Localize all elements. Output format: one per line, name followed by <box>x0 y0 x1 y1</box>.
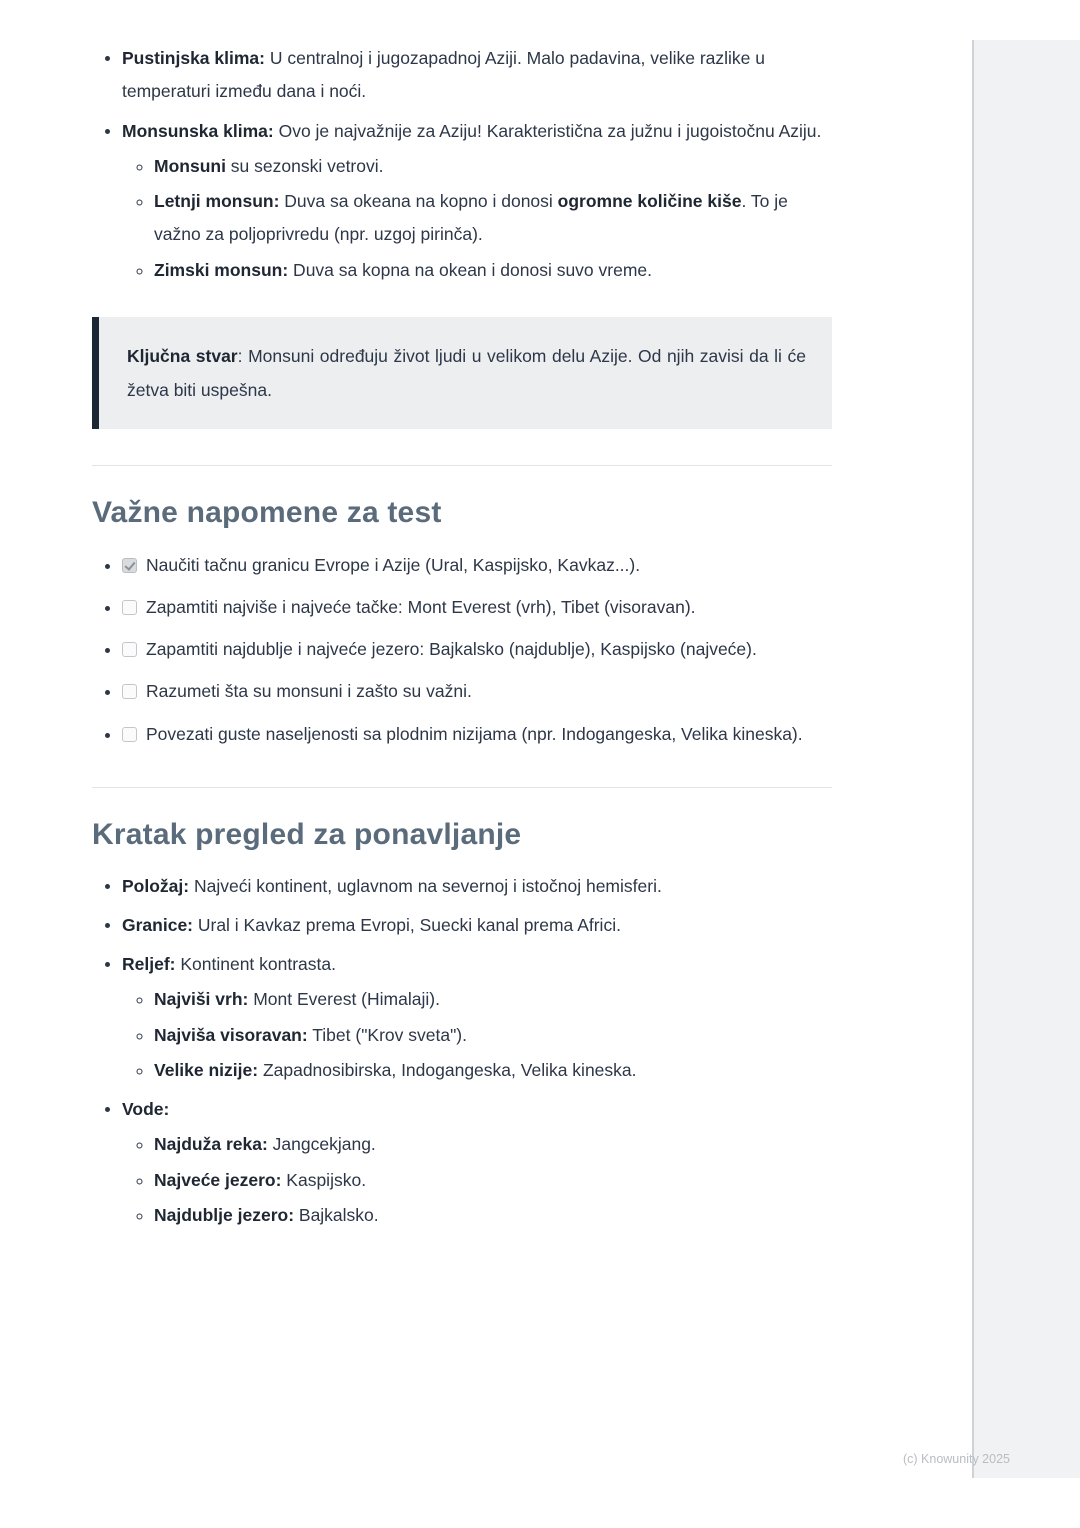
list-item <box>154 1128 832 1161</box>
key-takeaway-callout <box>92 317 832 429</box>
term-text: Ovo je najvažnije za Aziju! Karakteristična za južnu i jugoistočnu Aziju. <box>273 120 822 141</box>
list-item <box>154 1019 832 1052</box>
review-list <box>92 870 832 1233</box>
relief-sublist <box>122 983 832 1087</box>
checkbox-icon[interactable] <box>122 600 137 615</box>
section-divider <box>92 465 832 466</box>
climate-list <box>92 42 832 287</box>
list-item <box>122 1093 832 1232</box>
list-item <box>122 548 832 582</box>
term-label: Najduža reka: <box>154 1134 268 1155</box>
term-text: Duva sa kopna na okean i donosi suvo vreme. <box>288 259 653 280</box>
list-item <box>154 1054 832 1087</box>
copyright-footer: (c) Knowunity 2025 <box>902 1452 1010 1466</box>
list-item <box>122 674 832 708</box>
checklist-text: Zapamtiti najdublje i najveće jezero: Bajkalsko (najdublje), Kaspijsko (najveće). <box>146 639 757 660</box>
monsoon-sublist <box>122 150 832 287</box>
term-text: Jangcekjang. <box>267 1134 376 1155</box>
checklist-text: Razumeti šta su monsuni i zašto su važni. <box>146 681 472 702</box>
waters-sublist <box>122 1128 832 1232</box>
term-label: Najviši vrh: <box>154 989 249 1010</box>
term-label: Pustinjska klima: <box>122 48 265 68</box>
term-label: Zimski monsun: <box>154 259 289 280</box>
checkbox-icon[interactable] <box>122 642 137 657</box>
list-item <box>154 983 832 1016</box>
checklist-text: Povezati guste naseljenosti sa plodnim nizijama (npr. Indogangeska, Velika kineska). <box>146 723 803 744</box>
term-text: Kontinent kontrasta. <box>175 954 337 975</box>
term-text: Zapadnosibirska, Indogangeska, Velika kineska. <box>258 1059 637 1080</box>
emphasis-text: ogromne količine kiše <box>557 191 742 211</box>
term-label: Monsunska klima: <box>122 120 274 141</box>
term-text: Duva sa okeana na kopno i donosi <box>279 191 558 211</box>
list-item <box>154 254 832 287</box>
list-item <box>122 42 832 109</box>
callout-term: Ključna stvar <box>127 345 238 366</box>
list-item <box>154 1164 832 1197</box>
term-text: Tibet ("Krov sveta"). <box>307 1024 467 1045</box>
list-item <box>122 870 832 903</box>
list-item <box>154 150 832 183</box>
term-text: su sezonski vetrovi. <box>225 155 384 176</box>
list-item <box>122 632 832 666</box>
checkbox-checked-icon[interactable] <box>122 558 137 573</box>
term-label: Velike nizije: <box>154 1059 259 1080</box>
term-text: Mont Everest (Himalaji). <box>248 989 440 1010</box>
term-label: Najdublje jezero: <box>154 1204 295 1225</box>
list-item <box>122 115 832 287</box>
term-label: Vode: <box>122 1099 170 1120</box>
term-label: Letnji monsun: <box>154 191 280 211</box>
term-label: Monsuni <box>154 155 226 176</box>
exam-notes-title: Važne napomene za test <box>92 496 442 529</box>
list-item <box>154 1199 832 1232</box>
list-item <box>122 590 832 624</box>
term-text: Kaspijsko. <box>281 1169 367 1190</box>
list-item <box>122 909 832 942</box>
term-label: Najveće jezero: <box>154 1169 282 1190</box>
section-divider <box>92 787 832 788</box>
exam-notes-list <box>92 548 832 751</box>
term-label: Najviša visoravan: <box>154 1024 308 1045</box>
term-label: Reljef: <box>122 954 176 975</box>
term-label: Granice: <box>122 914 193 935</box>
document-content <box>92 42 832 1238</box>
list-item <box>154 185 832 252</box>
checklist-text: Zapamtiti najviše i najveće tačke: Mont Everest (vrh), Tibet (visoravan). <box>146 597 696 618</box>
checkbox-icon[interactable] <box>122 684 137 699</box>
review-title: Kratak pregled za ponavljanje <box>92 817 522 851</box>
term-tail: . To je važno za poljoprivredu (npr. uzgoj pirinča). <box>154 191 788 245</box>
term-text: U centralnoj i jugozapadnoj Aziji. Malo padavina, velike razlike u temperaturi između dana i noći. <box>122 48 765 102</box>
checkbox-icon[interactable] <box>122 727 137 742</box>
term-text: Bajkalsko. <box>294 1204 379 1225</box>
checklist-text: Naučiti tačnu granicu Evrope i Azije (Ural, Kaspijsko, Kavkaz...). <box>146 555 641 575</box>
term-label: Položaj: <box>122 875 190 896</box>
term-text: Ural i Kavkaz prema Evropi, Suecki kanal prema Africi. <box>193 914 621 935</box>
list-item <box>122 717 832 751</box>
scrollbar-gutter[interactable] <box>972 40 1080 1478</box>
list-item <box>122 948 832 1087</box>
term-text: Najveći kontinent, uglavnom na severnoj i istočnoj hemisferi. <box>189 875 662 896</box>
callout-text: : Monsuni određuju život ljudi u velikom delu Azije. Od njih zavisi da li će žetva biti uspešna. <box>127 345 806 400</box>
